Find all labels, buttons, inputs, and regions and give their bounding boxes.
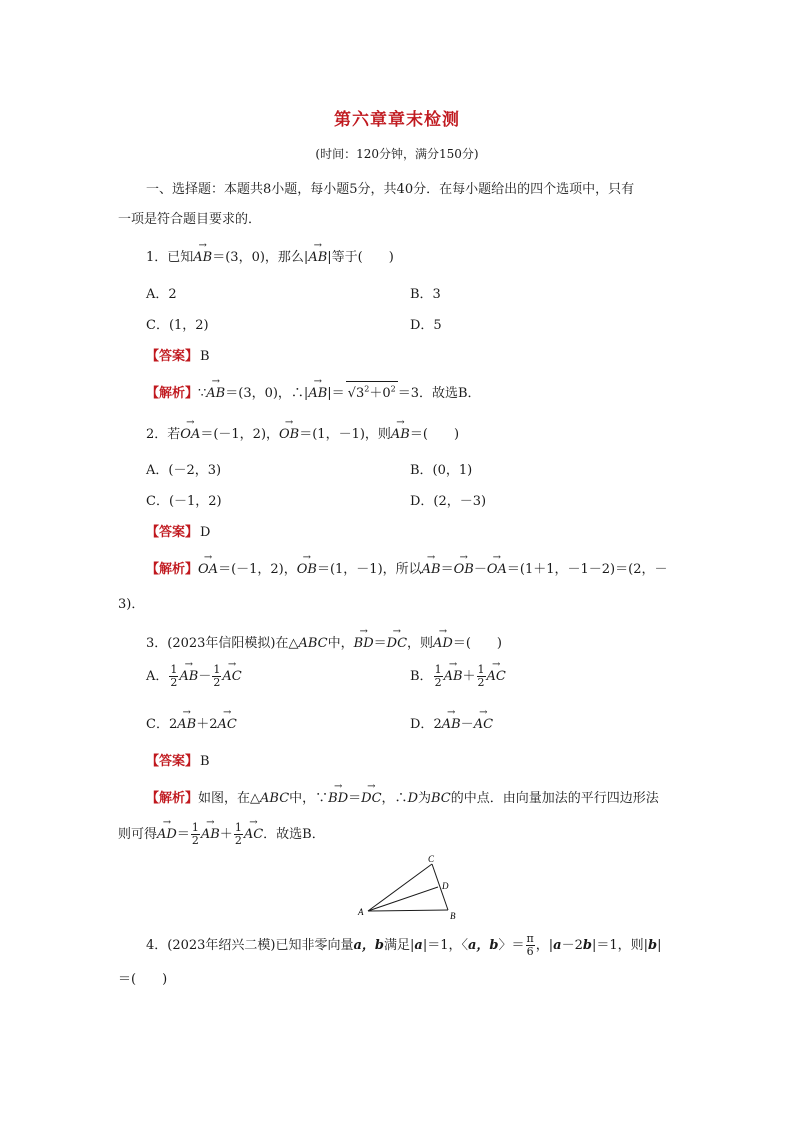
section-intro-line1: 一、选择题：本题共8小题，每小题5分，共40分．在每小题给出的四个选项中，只有: [146, 182, 635, 197]
question-3-option-c: C．2→ AB＋2→ AC: [146, 713, 237, 732]
question-3-option-d: D．2→ AB－→ AC: [410, 713, 493, 732]
question-3-option-a: A． $\frac{1}{2}$ → AB－ $\frac{1}{2}$ → AC: [146, 664, 242, 689]
page-subtitle: (时间：120分钟，满分150分): [315, 147, 479, 161]
question-1-option-b: B．3: [410, 287, 441, 302]
vector-ab: → AB: [193, 250, 212, 265]
label-a: A: [358, 907, 364, 917]
question-1-option-c: C．(1，2): [146, 318, 209, 333]
question-2-option-b: B．(0，1): [410, 463, 473, 478]
label-d: D: [442, 881, 449, 891]
label-b: B: [450, 911, 456, 921]
question-2-answer: 【答案】 D: [146, 525, 211, 540]
question-2-analysis-cont: 3)．: [118, 597, 145, 612]
question-3-analysis: 【解析】如图，在△ABC中，∵→ BD＝→ DC，∴D为BC的中点．由向量加法的平行四边形法: [146, 787, 659, 806]
section-intro-line2: 一项是符合题目要求的．: [118, 212, 262, 227]
question-4-stem: 4．(2023年绍兴二模)已知非零向量a，b满足|a|＝1，〈a，b〉＝ $\frac{\pi}{6}$ ，|a－2b|＝1，则|b|: [146, 932, 662, 958]
answer-tag: 【答案】: [146, 349, 199, 364]
sqrt-expression: $√3^2+0^2$: [346, 381, 398, 401]
question-3-option-b: B． $\frac{1}{2}$ → AB＋ $\frac{1}{2}$ → AC: [410, 664, 506, 689]
question-3-answer: 【答案】 B: [146, 754, 210, 769]
question-3-stem: 3．(2023年信阳模拟)在△ABC中，→ BD＝→ DC，则→ AD＝( ): [146, 632, 502, 651]
triangle-figure: [350, 852, 470, 922]
question-2-option-c: C．(－1，2): [146, 494, 222, 509]
question-2-option-a: A．(－2，3): [146, 463, 222, 478]
side-ab: [368, 910, 448, 911]
question-2-option-d: D．(2，－3): [410, 494, 487, 509]
segment-ad: [368, 887, 438, 911]
question-2-analysis: 【解析】→ OA＝(－1，2)，→ OB＝(1，－1)，所以→ AB＝→ OB－→ OA＝(1＋1，－1－2)＝(2，－: [146, 558, 667, 577]
question-1-option-a: A．2: [146, 287, 177, 302]
question-1-stem: 1．已知→ AB＝(3，0)，那么|→ AB|等于( ): [146, 246, 394, 265]
question-2-stem: 2．若→ OA＝(－1，2)，→ OB＝(1，－1)，则→ AB＝( ): [146, 423, 459, 442]
label-c: C: [428, 854, 435, 864]
analysis-tag: 【解析】: [146, 386, 199, 401]
question-1-analysis: 【解析】∵→ AB＝(3，0)，∴|→ $AB|= √3^2+0^2 =3$．故选B．: [146, 381, 481, 401]
side-ac: [368, 864, 432, 911]
question-1-option-d: D．5: [410, 318, 442, 333]
vector-ab: → AB: [308, 250, 327, 265]
question-4-stem-cont: ＝( ): [118, 972, 168, 987]
page-title: 第六章章末检测: [334, 110, 460, 130]
question-3-analysis-cont: 则可得→ AD＝ $\frac{1}{2}$ → AB＋ $\frac{1}{2}$ → AC．故选B．: [118, 822, 325, 847]
question-1-answer: 【答案】 B: [146, 349, 210, 364]
